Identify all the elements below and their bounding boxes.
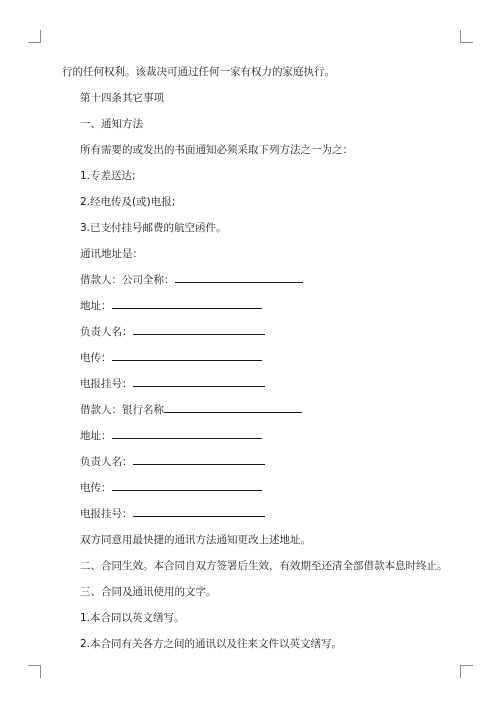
crop-mark-bottom-left [28, 665, 41, 678]
blank-line [112, 426, 262, 439]
field-label: 借款人：银行名称 [80, 404, 164, 416]
borrower-bank-row [62, 400, 452, 426]
field-label: 地址： [80, 300, 112, 312]
notice-method-2: 2.经电传及(或)电报; [80, 196, 176, 208]
person-row [62, 322, 452, 348]
blank-line [133, 504, 265, 517]
telex-row [62, 478, 452, 504]
address-heading: 通讯地址是： [80, 248, 143, 260]
section-language-heading: 三、合同及通讯使用的文字。 [80, 586, 217, 598]
borrower-company-row [62, 270, 452, 296]
blank-line [133, 452, 265, 465]
blank-line [133, 322, 265, 335]
field-label: 电传： [80, 352, 112, 364]
blank-line [175, 270, 303, 283]
blank-line [112, 478, 262, 491]
field-label: 电报挂号： [80, 378, 133, 390]
field-label: 地址： [80, 430, 112, 442]
cable-row [62, 374, 452, 400]
blank-line [133, 374, 265, 387]
language-item-2: 2.本合同有关各方之间的通讯以及往来文件以英文缮写。 [80, 638, 343, 650]
address-row [62, 296, 452, 322]
cable-row [62, 504, 452, 530]
notice-method-3: 3.已支付挂号邮费的航空函件。 [80, 222, 227, 234]
notice-method-1: 1.专差送达; [80, 170, 136, 182]
person-row [62, 452, 452, 478]
blank-line [164, 400, 302, 413]
field-label: 负责人名： [80, 326, 133, 338]
crop-mark-bottom-right [460, 665, 473, 678]
crop-mark-top-right [460, 30, 473, 43]
field-label: 电传： [80, 482, 112, 494]
field-label: 借款人：公司全称： [80, 274, 175, 286]
blank-line [112, 296, 262, 309]
crop-mark-top-left [28, 30, 41, 43]
language-item-1: 1.本合同以英文缮写。 [80, 612, 185, 624]
document-body [62, 62, 452, 660]
field-label: 电报挂号： [80, 508, 133, 520]
address-change-note: 双方同意用最快捷的通讯方法通知更改上述地址。 [80, 534, 311, 546]
section-heading-notice: 一、通知方法 [80, 118, 143, 130]
article-heading: 第十四条其它事项 [80, 92, 164, 104]
blank-line [112, 348, 262, 361]
paragraph-continuation: 行的任何权利。该裁决可通过任何一家有权力的家庭执行。 [62, 66, 335, 78]
section-effectiveness: 二、合同生效。本合同自双方签署后生效，有效期至还清全部借款本息时终止。 [80, 560, 448, 572]
field-label: 负责人名： [80, 456, 133, 468]
telex-row [62, 348, 452, 374]
notice-intro: 所有需要的或发出的书面通知必须采取下列方法之一为之： [80, 144, 353, 156]
address-row [62, 426, 452, 452]
